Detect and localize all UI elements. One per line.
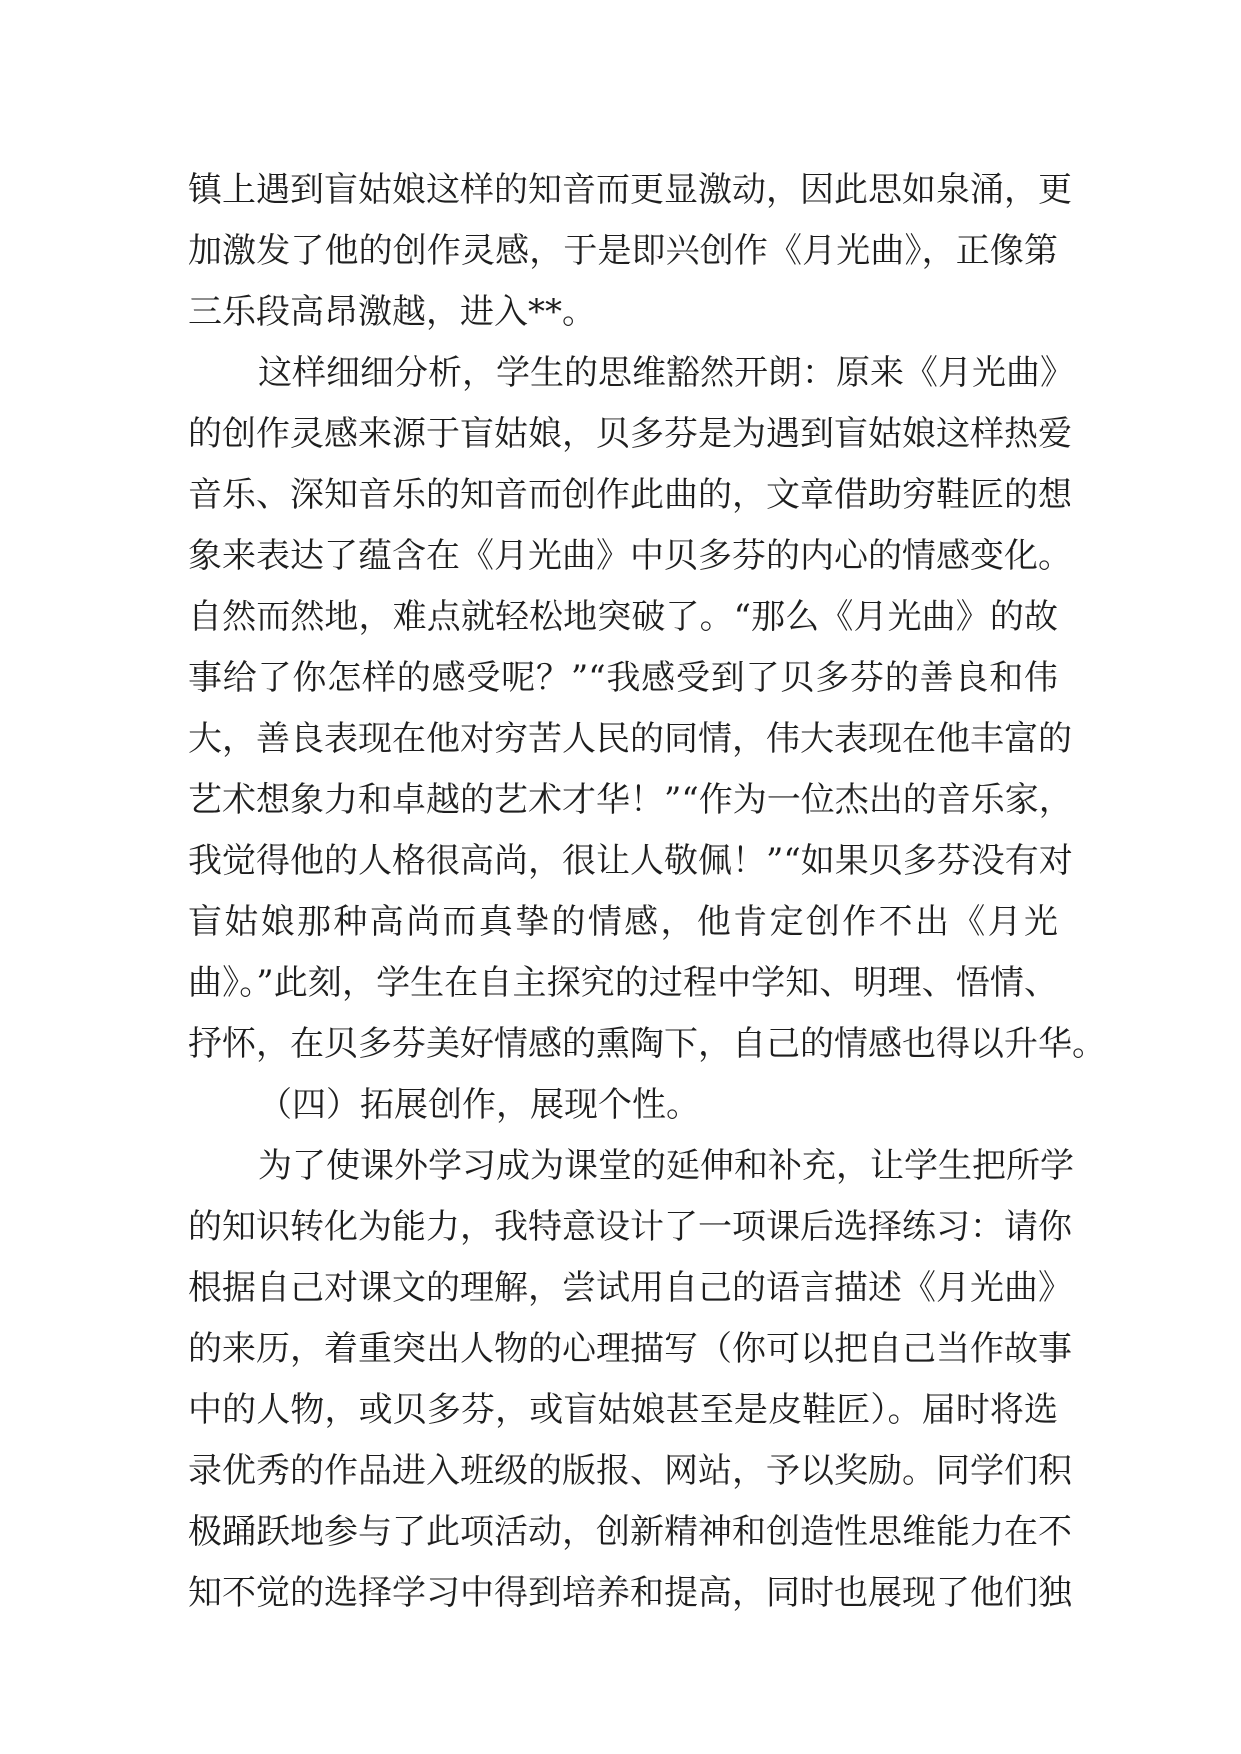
text-line: 我觉得他的人格很高尚，很让人敬佩！”“如果贝多芬没有对 [188, 841, 1073, 881]
text-line: 镇上遇到盲姑娘这样的知音而更显激动，因此思如泉涌，更 [188, 170, 1072, 210]
text-line: 的知识转化为能力，我特意设计了一项课后选择练习：请你 [188, 1207, 1072, 1247]
text-line: 极踊跃地参与了此项活动，创新精神和创造性思维能力在不 [188, 1512, 1072, 1552]
text-line: 曲》。”此刻，学生在自主探究的过程中学知、明理、悟情、 [188, 963, 1058, 1003]
text-line: 加激发了他的创作灵感，于是即兴创作《月光曲》，正像第 [188, 231, 1058, 271]
text-line: 为了使课外学习成为课堂的延伸和补充，让学生把所学 [258, 1146, 1074, 1186]
text-line: 的创作灵感来源于盲姑娘，贝多芬是为遇到盲姑娘这样热爱 [188, 414, 1072, 454]
text-line: 三乐段高昂激越，进入**。 [188, 292, 596, 332]
body-text [188, 160, 1106, 1624]
text-line: 音乐、深知音乐的知音而创作此曲的，文章借助穷鞋匠的想 [188, 475, 1072, 515]
text-line: 自然而然地，难点就轻松地突破了。“那么《月光曲》的故 [188, 597, 1058, 637]
text-line: 录优秀的作品进入班级的版报、网站，予以奖励。同学们积 [188, 1451, 1072, 1491]
text-line: 根据自己对课文的理解，尝试用自己的语言描述《月光曲》 [188, 1268, 1072, 1308]
text-line: 抒怀，在贝多芬美好情感的熏陶下，自己的情感也得以升华。 [188, 1024, 1106, 1064]
text-line: 这样细细分析，学生的思维豁然开朗：原来《月光曲》 [258, 353, 1074, 393]
text-line: 大，善良表现在他对穷苦人民的同情，伟大表现在他丰富的 [188, 719, 1072, 759]
text-line: 艺术想象力和卓越的艺术才华！”“作为一位杰出的音乐家， [188, 780, 1073, 820]
text-line: 的来历，着重突出人物的心理描写（你可以把自己当作故事 [188, 1329, 1072, 1369]
text-line: 象来表达了蕴含在《月光曲》中贝多芬的内心的情感变化。 [188, 536, 1072, 576]
section-heading: （四）拓展创作，展现个性。 [258, 1085, 700, 1125]
text-line: 中的人物，或贝多芬，或盲姑娘甚至是皮鞋匠）。届时将选 [188, 1390, 1058, 1430]
text-line: 知不觉的选择学习中得到培养和提高，同时也展现了他们独 [188, 1573, 1072, 1613]
text-line: 事给了你怎样的感受呢？”“我感受到了贝多芬的善良和伟 [188, 658, 1058, 698]
text-line: 盲姑娘那种高尚而真挚的情感，他肯定创作不出《月光 [188, 902, 1058, 942]
